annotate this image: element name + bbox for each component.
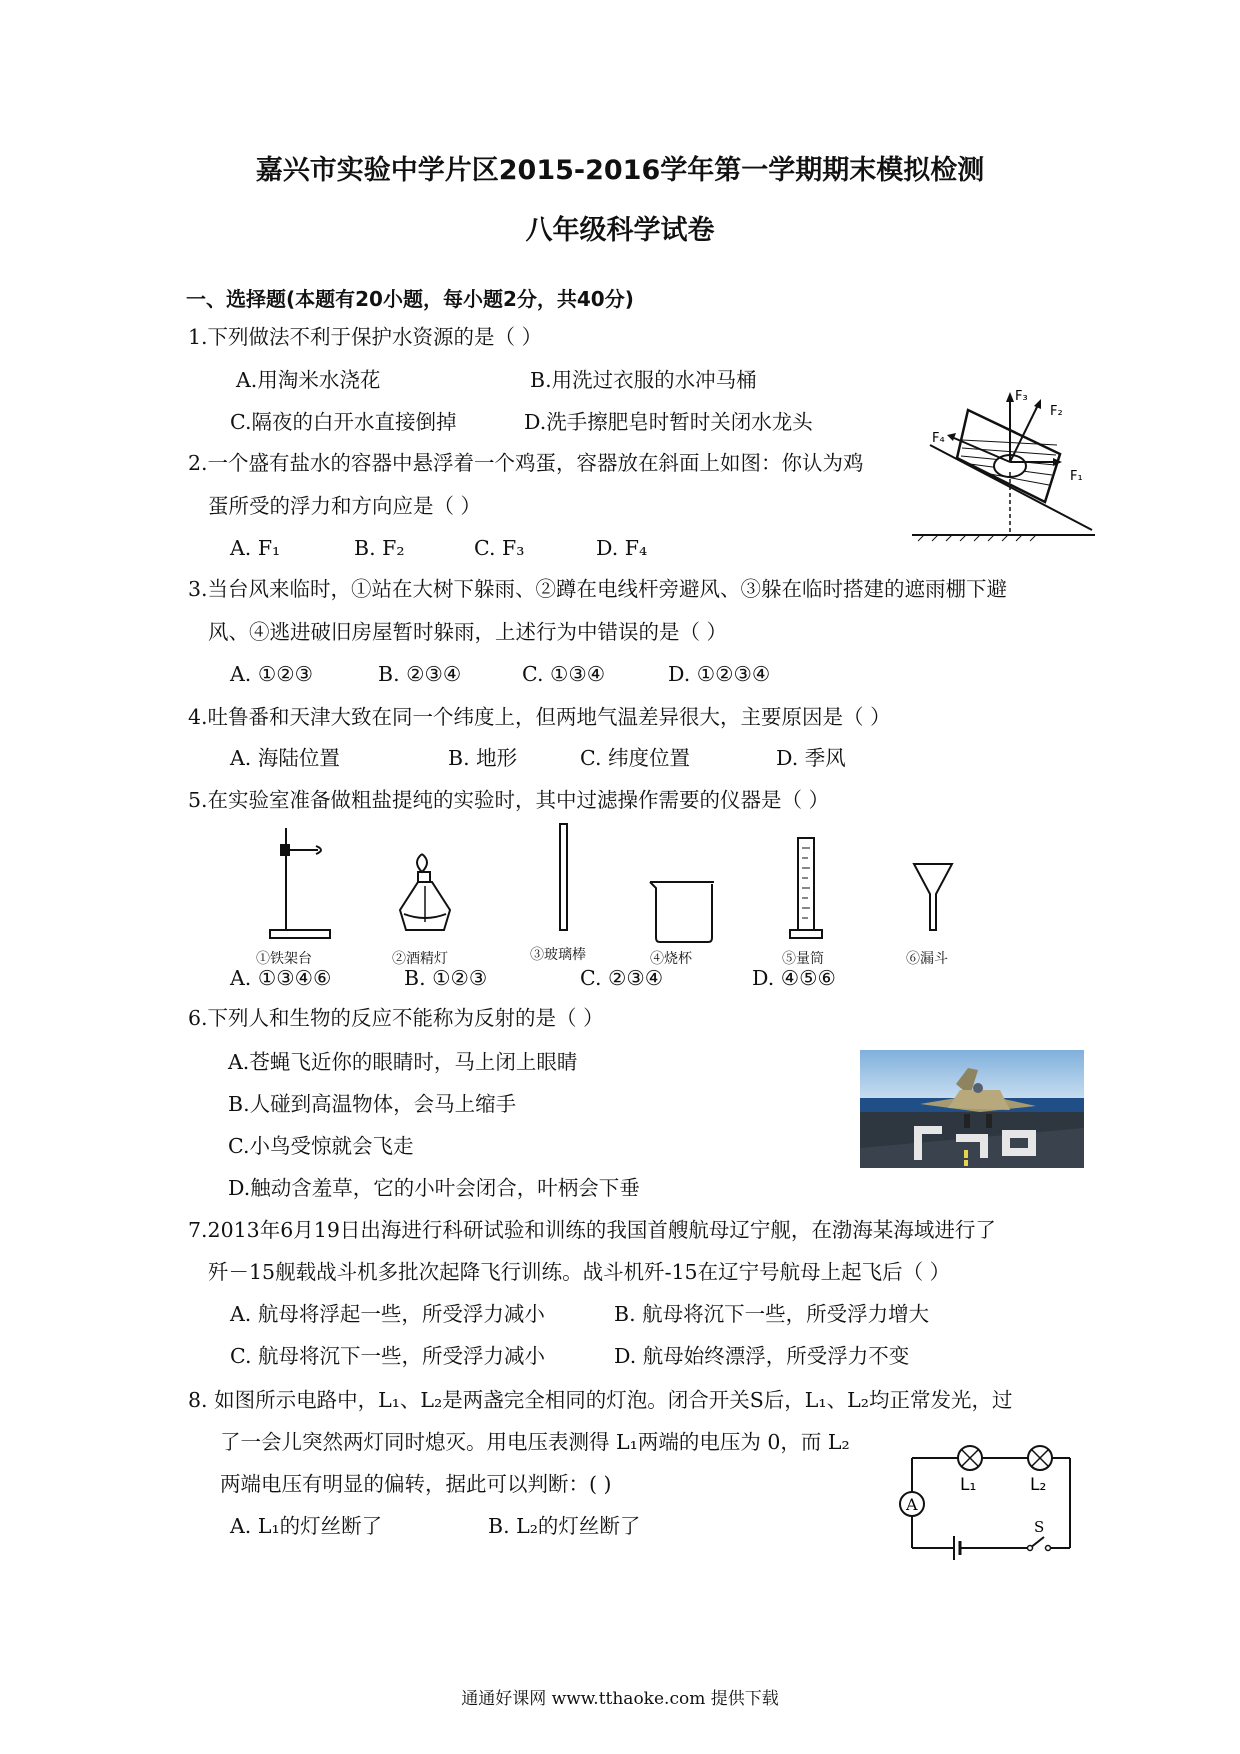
q7-option-b: B. 航母将沉下一些，所受浮力增大	[614, 1302, 930, 1326]
q3-option-a: A. ①②③	[230, 662, 313, 686]
q7-stem-line2: 歼－15舰载战斗机多批次起降飞行训练。战斗机歼-15在辽宁号航母上起飞后（ ）	[208, 1260, 951, 1284]
q3-option-d: D. ①②③④	[668, 662, 771, 686]
q1-option-c: C.隔夜的白开水直接倒掉	[230, 410, 457, 434]
q5-stem: 5.在实验室准备做粗盐提纯的实验时，其中过滤操作需要的仪器是（ ）	[188, 788, 830, 812]
caption-iron-stand: ①铁架台	[256, 951, 312, 967]
q2-stem-line2: 蛋所受的浮力和方向应是（ ）	[208, 494, 482, 518]
q8-stem-line2: 了一会儿突然两灯同时熄灭。用电压表测得 L₁两端的电压为 0，而 L₂	[220, 1430, 850, 1454]
caption-funnel: ⑥漏斗	[906, 951, 948, 967]
measuring-cylinder-icon	[788, 836, 828, 942]
f1-label: F₁	[1070, 469, 1083, 484]
q7-option-c: C. 航母将沉下一些，所受浮力减小	[230, 1344, 545, 1368]
q3-option-b: B. ②③④	[378, 662, 462, 686]
section-heading: 一、选择题(本题有20小题，每小题2分，共40分)	[186, 287, 634, 311]
q3-stem-line1: 3.当台风来临时，①站在大树下躲雨、②蹲在电线杆旁避风、③躲在临时搭建的遮雨棚下避	[188, 577, 1008, 601]
q5-option-a: A. ①③④⑥	[230, 966, 332, 990]
q4-option-b: B. 地形	[448, 746, 518, 770]
q6-option-c: C.小鸟受惊就会飞走	[228, 1134, 414, 1158]
l2-label: L₂	[1030, 1475, 1047, 1495]
q6-stem: 6.下列人和生物的反应不能称为反射的是（ ）	[188, 1006, 604, 1030]
q6-option-d: D.触动含羞草，它的小叶会闭合，叶柄会下垂	[228, 1176, 640, 1200]
q4-stem: 4.吐鲁番和天津大致在同一个纬度上，但两地气温差异很大，主要原因是（ ）	[188, 705, 891, 729]
q4-option-d: D. 季风	[776, 746, 846, 770]
q8-stem-line3: 两端电压有明显的偏转，据此可以判断：( )	[220, 1472, 612, 1496]
q2-option-b: B. F₂	[354, 536, 405, 560]
q5-option-b: B. ①②③	[404, 966, 488, 990]
q6-option-a: A.苍蝇飞近你的眼睛时，马上闭上眼睛	[228, 1050, 578, 1074]
alcohol-lamp-icon	[392, 852, 462, 944]
glass-rod-icon	[556, 822, 572, 932]
caption-measuring-cylinder: ⑤量筒	[782, 951, 824, 967]
q7-stem-line1: 7.2013年6月19日出海进行科研试验和训练的我国首艘航母辽宁舰，在渤海某海域进行了	[188, 1218, 996, 1242]
q7-option-d: D. 航母始终漂浮，所受浮力不变	[614, 1344, 910, 1368]
page-subtitle: 八年级科学试卷	[525, 215, 715, 246]
l1-label: L₁	[960, 1475, 977, 1495]
funnel-icon	[910, 860, 956, 932]
q4-option-a: A. 海陆位置	[230, 746, 340, 770]
page-title: 嘉兴市实验中学片区2015-2016学年第一学期期末模拟检测	[255, 155, 985, 186]
q2-option-a: A. F₁	[230, 536, 281, 560]
q2-option-d: D. F₄	[596, 536, 648, 560]
q6-option-b: B.人碰到高温物体，会马上缩手	[228, 1092, 517, 1116]
q1-option-b: B.用洗过衣服的水冲马桶	[530, 368, 757, 392]
circuit-diagram	[888, 1440, 1080, 1570]
q8-stem-line1: 8. 如图所示电路中，L₁、L₂是两盏完全相同的灯泡。闭合开关S后，L₁、L₂均正常发光，过	[188, 1388, 1013, 1412]
q5-option-c: C. ②③④	[580, 966, 664, 990]
q7-option-a: A. 航母将浮起一些，所受浮力减小	[230, 1302, 545, 1326]
q4-option-c: C. 纬度位置	[580, 746, 690, 770]
q2-stem-line1: 2.一个盛有盐水的容器中悬浮着一个鸡蛋，容器放在斜面上如图：你认为鸡	[188, 451, 864, 475]
f4-label: F₄	[932, 431, 945, 446]
q5-option-d: D. ④⑤⑥	[752, 966, 836, 990]
f3-label: F₃	[1015, 389, 1028, 404]
iron-stand-icon	[268, 826, 338, 942]
caption-alcohol-lamp: ②酒精灯	[392, 951, 448, 967]
switch-label: S	[1034, 1518, 1045, 1536]
q3-option-c: C. ①③④	[522, 662, 606, 686]
q2-option-c: C. F₃	[474, 536, 525, 560]
f2-label: F₂	[1050, 404, 1063, 419]
q3-stem-line2: 风、④逃进破旧房屋暂时躲雨，上述行为中错误的是（ ）	[208, 620, 728, 644]
ammeter-label: A	[906, 1495, 918, 1514]
page-footer: 通通好课网 www.tthaoke.com 提供下载	[461, 1689, 779, 1709]
q1-stem: 1.下列做法不利于保护水资源的是（ ）	[188, 325, 543, 349]
q8-option-b: B. L₂的灯丝断了	[488, 1514, 641, 1538]
caption-glass-rod: ③玻璃棒	[530, 947, 586, 963]
q1-option-d: D.洗手擦肥皂时暂时关闭水龙头	[524, 410, 813, 434]
q8-option-a: A. L₁的灯丝断了	[230, 1514, 383, 1538]
buoyancy-figure	[910, 390, 1100, 540]
beaker-icon	[646, 880, 722, 944]
caption-beaker: ④烧杯	[650, 951, 692, 967]
q1-option-a: A.用淘米水浇花	[236, 368, 381, 392]
carrier-jet-photo	[860, 1050, 1084, 1168]
